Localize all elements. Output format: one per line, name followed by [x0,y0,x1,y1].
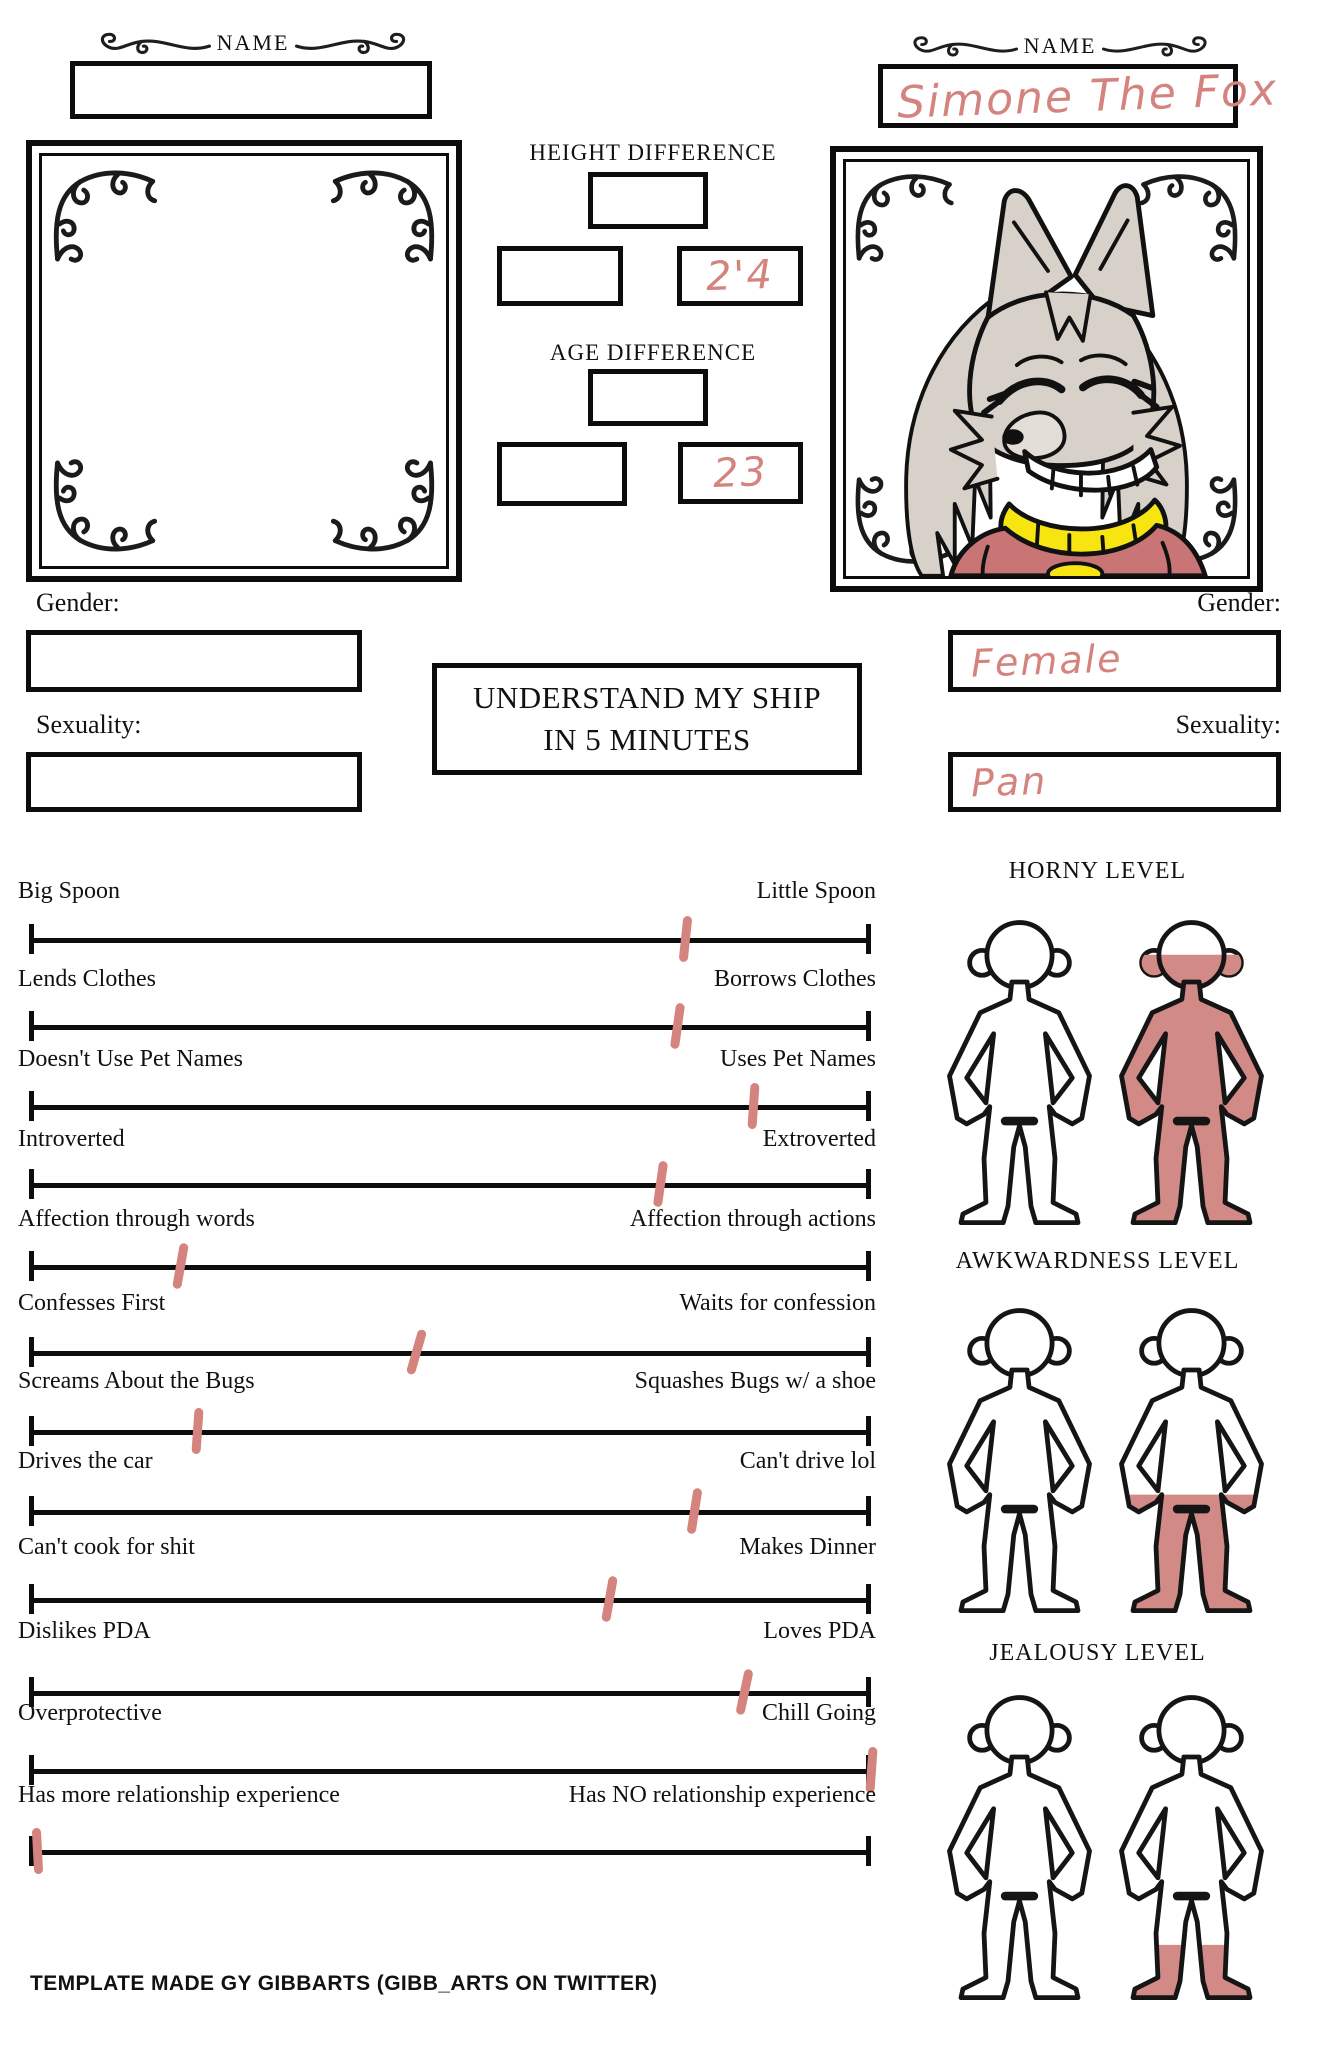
slider-left-label: Affection through words [18,1206,255,1232]
left-level-figure[interactable] [938,915,1101,1235]
left-name-label: NAME [216,30,290,55]
slider-left-label: Can't cook for shit [18,1534,195,1560]
slider-left-label: Overprotective [18,1700,162,1726]
level-heading: JEALOUSY LEVEL [989,1640,1206,1666]
slider-right-label: Extroverted [762,1126,876,1152]
slider-right-label: Can't drive lol [739,1448,876,1474]
right-name-label: NAME [1023,33,1097,58]
right-sexuality-value: Pan [970,758,1049,806]
right-gender-label: Gender: [1197,588,1281,617]
level-heading: HORNY LEVEL [1008,858,1187,884]
title-line-2: IN 5 MINUTES [543,722,751,757]
left-gender-label: Gender: [36,588,120,617]
right-name-value: Simone The Fox [896,63,1279,129]
slider-left-label: Big Spoon [18,878,121,904]
slider-right-label: Borrows Clothes [714,966,876,992]
slider-left-label: Doesn't Use Pet Names [18,1046,243,1072]
slider-right-label: Squashes Bugs w/ a shoe [634,1368,876,1394]
slider-right-label: Waits for confession [679,1290,876,1316]
height-difference-label: HEIGHT DIFFERENCE [529,140,777,165]
level-heading: AWKWARDNESS LEVEL [955,1248,1240,1274]
slider-right-label: Uses Pet Names [720,1046,876,1072]
slider-left-label: Introverted [18,1126,125,1152]
right-level-figure[interactable] [1110,1690,1273,2010]
slider-right-label: Has NO relationship experience [568,1782,876,1808]
slider-right-label: Makes Dinner [739,1534,876,1560]
slider-left-label: Drives the car [18,1448,153,1474]
age-difference-right-value: 23 [712,449,769,497]
slider-left-label: Has more relationship experience [18,1782,340,1808]
title-line-1: UNDERSTAND MY SHIP [472,680,822,716]
left-sexuality-label: Sexuality: [36,710,142,739]
credit-line: TEMPLATE MADE GY GIBBARTS (GIBB_ARTS ON TWITTER) [30,1972,658,1995]
slider-right-label: Affection through actions [629,1206,876,1232]
age-difference-label: AGE DIFFERENCE [549,340,757,365]
right-level-figure[interactable] [1110,915,1273,1235]
slider-right-label: Chill Going [761,1700,876,1726]
slider-left-label: Lends Clothes [18,966,156,992]
slider-left-label: Dislikes PDA [18,1618,151,1644]
left-level-figure[interactable] [938,1303,1101,1623]
right-gender-value: Female [970,636,1124,686]
height-difference-right-value: 2'4 [705,251,775,301]
left-level-figure[interactable] [938,1690,1101,2010]
slider-right-label: Loves PDA [763,1618,876,1644]
right-sexuality-label: Sexuality: [1175,710,1281,739]
slider-left-label: Screams About the Bugs [18,1368,255,1394]
slider-right-label: Little Spoon [756,878,876,904]
right-level-figure[interactable] [1110,1303,1273,1623]
slider-left-label: Confesses First [18,1290,166,1316]
